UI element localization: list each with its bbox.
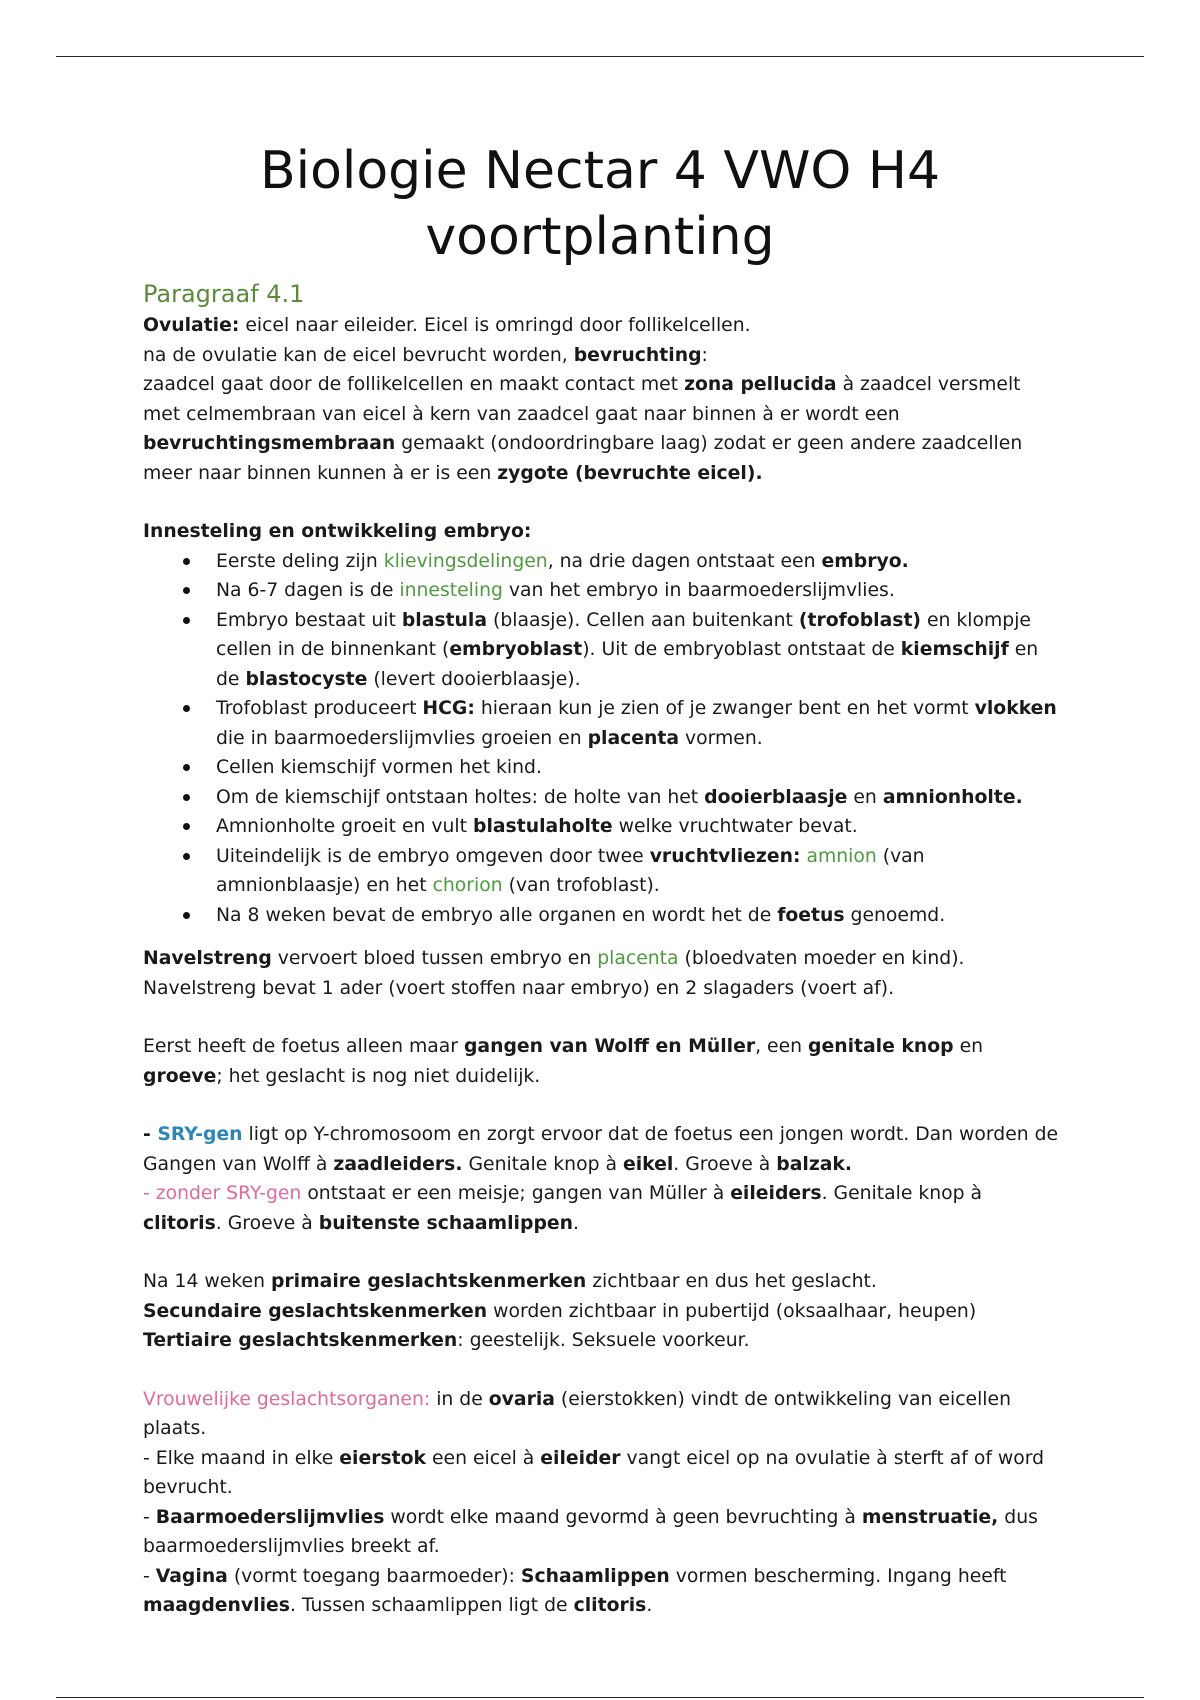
term: placenta	[597, 948, 679, 969]
text-run: Amnionholte groeit en vult	[216, 816, 473, 837]
text-run: . Genitale knop à	[821, 1183, 983, 1204]
list-item	[143, 901, 1063, 931]
text-run: Embryo bestaat uit	[216, 609, 402, 631]
term: blastocyste	[245, 668, 368, 690]
eierstok-paragraph	[143, 1444, 1063, 1503]
text-run: -	[143, 1183, 156, 1204]
text-run: Na 14 weken	[143, 1271, 271, 1292]
text-run: vormen bescherming. Ingang heeft	[669, 1565, 1007, 1587]
text-run: na de ovulatie kan de eicel bevrucht worden,	[143, 344, 574, 366]
foetus-paragraph	[143, 1032, 1063, 1091]
text-run: van het embryo in baarmoederslijmvlies.	[502, 580, 895, 601]
text-run: , een	[755, 1036, 809, 1057]
text-run: -	[143, 1124, 158, 1145]
term: blastula	[401, 609, 488, 631]
list-item	[143, 783, 1063, 813]
text-run: (blaasje). Cellen aan buitenkant	[487, 609, 799, 631]
title-line-2: voortplanting	[425, 207, 775, 267]
vagina-paragraph	[143, 1562, 1063, 1621]
term: menstruatie,	[861, 1506, 999, 1528]
list-item	[143, 576, 1063, 606]
text-run: die in baarmoederslijmvlies groeien en	[216, 727, 588, 749]
term: vruchtvliezen:	[649, 845, 801, 867]
text-run: Trofoblast produceert	[216, 698, 423, 719]
term: genitale knop	[808, 1036, 954, 1057]
term: Secundaire geslachtskenmerken	[143, 1300, 488, 1322]
text-run: een eicel à	[426, 1447, 541, 1469]
vrouwelijk-paragraph	[143, 1385, 1063, 1444]
term: zonder SRY-gen	[155, 1183, 302, 1204]
text-run: : geestelijk. Seksuele voorkeur.	[457, 1330, 750, 1351]
text-run: Om de kiemschijf ontstaan holtes: de holte van het	[216, 786, 705, 808]
text-run: eicel naar eileider. Eicel is omringd door follikelcellen.	[239, 315, 751, 336]
term: dooierblaasje	[704, 786, 848, 808]
term: blastulaholte	[473, 816, 613, 837]
term: clitoris	[143, 1212, 216, 1234]
term: amnionholte.	[882, 786, 1023, 808]
text-run: .	[573, 1212, 579, 1234]
text-run: zaadcel gaat door de follikelcellen en maakt contact met	[143, 374, 685, 395]
text-run: ontstaat er een meisje; gangen van Müller à	[301, 1183, 731, 1204]
term: groeve	[143, 1065, 217, 1087]
term: kiemschijf	[900, 639, 1009, 660]
list-item	[143, 753, 1063, 783]
bottom-rule	[56, 1697, 1144, 1698]
text-run: en	[847, 786, 883, 808]
text-run: (vormt toegang baarmoeder):	[227, 1565, 521, 1587]
text-run: (bloedvaten moeder en kind).	[678, 948, 965, 969]
baarmoeder-paragraph	[143, 1503, 1063, 1562]
text-run: en de	[216, 639, 1039, 690]
term: clitoris	[573, 1595, 647, 1616]
term: Navelstreng	[143, 948, 272, 969]
text-run: ; het geslacht is nog niet duidelijk.	[216, 1065, 541, 1087]
text-run: Na 8 weken bevat de embryo alle organen en wordt het de	[216, 904, 778, 926]
term: bevruchtingsmembraan	[143, 433, 396, 454]
term: primaire geslachtskenmerken	[270, 1271, 587, 1292]
list-item	[143, 547, 1063, 577]
list-item	[143, 812, 1063, 842]
top-rule	[56, 56, 1144, 57]
term: Schaamlippen	[520, 1565, 670, 1587]
text-run: . Groeve à	[673, 1153, 777, 1175]
text-run: .	[646, 1595, 653, 1616]
text-run: Cellen kiemschijf vormen het kind.	[216, 757, 542, 778]
text-run: en	[953, 1036, 984, 1057]
navelstreng-paragraph	[143, 944, 1063, 1003]
sry-paragraph	[143, 1120, 1063, 1179]
term: placenta	[587, 727, 680, 749]
term: balzak.	[776, 1153, 853, 1175]
term: buitenste schaamlippen	[318, 1212, 573, 1234]
term: amnion	[806, 845, 877, 867]
term: SRY-gen	[157, 1124, 243, 1145]
text-run: in de	[430, 1388, 489, 1410]
term: Tertiaire geslachtskenmerken	[143, 1330, 458, 1351]
text-run: Genitale knop à	[462, 1153, 623, 1175]
text-run: , na drie dagen ontstaat een	[547, 550, 822, 572]
text-run: ligt op Y-chromosoom en zorgt ervoor dat de foetus een jongen wordt. Dan worden de Gangen van Wolff à	[143, 1124, 1059, 1175]
text-run: (van amnionblaasje) en het	[216, 845, 925, 896]
list-item	[143, 606, 1063, 695]
text-run: -	[143, 1506, 156, 1528]
text-run: Eerst heeft de foetus alleen maar	[143, 1036, 464, 1057]
text-run: vervoert bloed tussen embryo en	[271, 948, 598, 969]
text-run: hieraan kun je zien of je zwanger bent en het vormt	[474, 698, 975, 719]
term: HCG:	[422, 698, 475, 719]
text-run: welke vruchtwater bevat.	[612, 816, 858, 837]
term: embryo.	[821, 550, 909, 572]
text-run: . Tussen schaamlippen ligt de	[289, 1595, 574, 1616]
term: klievingsdelingen	[383, 550, 548, 572]
term: eikel	[622, 1153, 674, 1175]
text-run: gemaakt (ondoordringbare laag) zodat er geen andere zaadcellen meer naar binnen kunnen à er is een	[143, 433, 1023, 484]
term: eileider	[540, 1447, 621, 1469]
text-run: :	[701, 344, 708, 366]
term: innesteling	[399, 580, 503, 601]
text-run: en klompje cellen in de binnenkant (	[216, 609, 1031, 660]
term: zygote (bevruchte eicel).	[497, 462, 763, 484]
term: ovaria	[488, 1388, 555, 1410]
term: foetus	[777, 904, 845, 926]
text-run: . Groeve à	[215, 1212, 319, 1234]
text-run: -	[143, 1565, 156, 1587]
term: chorion	[432, 875, 503, 896]
term: Ovulatie:	[143, 315, 240, 336]
text-run: vangt eicel op na ovulatie à sterft af of word bevrucht.	[143, 1447, 1045, 1498]
term: eileiders	[730, 1183, 822, 1204]
term: Vagina	[155, 1565, 228, 1587]
kenmerken-paragraph	[143, 1267, 1063, 1356]
innesteling-heading: Innesteling en ontwikkeling embryo:	[143, 521, 532, 542]
text-run: Na 6-7 dagen is de	[216, 580, 400, 601]
section-heading: Paragraaf 4.1	[143, 280, 305, 308]
term: zona pellucida	[684, 374, 837, 395]
term: maagdenvlies	[143, 1595, 290, 1616]
text-run: Eerste deling zijn	[216, 550, 384, 572]
process-paragraph	[143, 370, 1063, 488]
term: (trofoblast)	[798, 609, 922, 631]
page-title	[0, 138, 1200, 270]
text-run: ). Uit de embryoblast ontstaat de	[582, 639, 901, 660]
list-item	[143, 694, 1063, 753]
term: Baarmoederslijmvlies	[155, 1506, 385, 1528]
embryo-bullet-list	[143, 547, 1063, 931]
list-item	[143, 842, 1063, 901]
term: vlokken	[974, 698, 1057, 719]
bevruchting-paragraph	[143, 341, 1063, 371]
term: zaadleiders.	[333, 1153, 463, 1175]
text-run: à zaadcel versmelt met celmembraan van eicel à kern van zaadcel gaat naar binnen à er wordt een	[143, 374, 1021, 425]
text-run: worden zichtbaar in pubertijd (oksaalhaar, heupen)	[487, 1300, 977, 1322]
term: gangen van Wolff en Müller	[463, 1036, 756, 1057]
term: eierstok	[339, 1447, 427, 1469]
text-run: genoemd.	[844, 904, 946, 926]
term: bevruchting	[573, 344, 702, 366]
title-line-1: Biologie Nectar 4 VWO H4	[259, 141, 941, 201]
text-run: (van trofoblast).	[502, 875, 660, 896]
text-run: - Elke maand in elke	[143, 1447, 340, 1469]
term: embryoblast	[449, 639, 583, 660]
text-run: Uiteindelijk is de embryo omgeven door twee	[216, 845, 650, 867]
text-run: (eierstokken) vindt de ontwikkeling van eicellen plaats.	[143, 1388, 1011, 1439]
text-run: (levert dooierblaasje).	[367, 668, 581, 690]
document-body	[143, 277, 1063, 1621]
text-run: dus baarmoederslijmvlies breekt af.	[143, 1506, 1038, 1557]
text-run: Navelstreng bevat 1 ader (voert stoffen naar embryo) en 2 slagaders (voert af).	[143, 977, 895, 999]
term: Vrouwelijke geslachtsorganen:	[143, 1388, 431, 1410]
ovulatie-paragraph	[143, 311, 1063, 341]
text-run: vormen.	[679, 727, 763, 749]
text-run: wordt elke maand gevormd à geen bevruchting à	[384, 1506, 862, 1528]
no-sry-paragraph	[143, 1179, 1063, 1238]
text-run: zichtbaar en dus het geslacht.	[586, 1271, 877, 1292]
